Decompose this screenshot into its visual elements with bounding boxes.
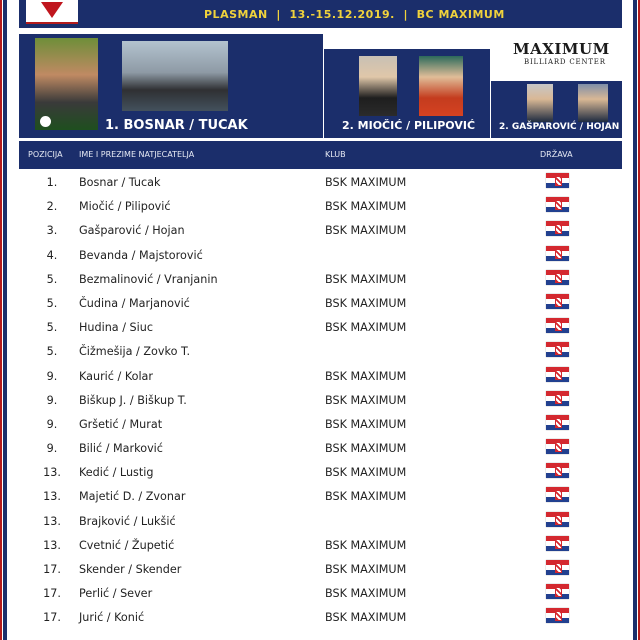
row-position: 5. [46,296,58,310]
row-competitors: Kedić / Lustig [79,466,154,480]
table-row [19,557,622,581]
podium-first-panel [19,34,323,138]
page-title: PLASMAN | 13.-15.12.2019. | BC MAXIMUM [204,8,505,21]
row-position: 9. [46,369,58,383]
row-position: 13. [43,490,61,504]
third-place-photo-1 [527,84,553,122]
left-border [0,0,7,640]
row-club: BSK MAXIMUM [325,442,407,456]
row-position: 17. [43,611,61,625]
column-header-position: POZICIJA [28,150,63,159]
croatia-flag-icon [546,608,569,623]
croatia-flag-icon [546,173,569,188]
table-row [19,388,622,412]
row-club: BSK MAXIMUM [325,466,407,480]
croatia-flag-icon [546,197,569,212]
row-position: 1. [46,176,58,189]
table-header [19,141,622,169]
croatia-flag-icon [546,439,569,454]
coat-of-arms-icon [555,200,562,210]
croatia-flag-icon [546,391,569,406]
coat-of-arms-icon [555,611,562,621]
second-place-photo-2 [419,56,463,116]
row-competitors: Miočić / Pilipović [79,200,171,214]
row-position: 17. [43,563,61,576]
row-competitors: Gašparović / Hojan [79,224,185,238]
second-place-photo-1 [359,56,397,116]
row-club: BSK MAXIMUM [325,538,407,552]
croatia-flag-icon [546,487,569,502]
coat-of-arms-icon [555,345,562,355]
croatia-flag-icon [546,512,569,527]
croatia-flag-icon [546,367,569,382]
row-position: 2. [46,200,58,214]
coat-of-arms-icon [555,394,562,404]
coat-of-arms-icon [555,224,562,234]
row-competitors: Bilić / Marković [79,442,163,456]
coat-of-arms-icon [555,490,562,500]
first-place-label: 1. BOSNAR / TUCAK [105,118,248,133]
row-club: BSK MAXIMUM [325,611,407,625]
row-position: 9. [46,417,58,431]
row-club: BSK MAXIMUM [325,587,407,601]
coat-of-arms-icon [555,539,562,549]
row-position: 5. [46,321,58,335]
coat-of-arms-icon [555,418,562,428]
third-place-label: 2. GAŠPAROVIĆ / HOJAN [499,122,620,132]
row-competitors: Biškup J. / Biškup T. [79,393,187,407]
column-header-name: IME I PREZIME NATJECATELJA [79,150,195,159]
row-position: 9. [46,442,58,456]
row-club: BSK MAXIMUM [325,393,407,407]
table-row [19,218,622,242]
row-competitors: Hudina / Siuc [79,321,153,335]
third-place-photo-2 [578,84,608,122]
row-competitors: Bevanda / Majstorović [79,248,203,262]
row-position: 9. [46,393,58,407]
croatia-flag-icon [546,560,569,575]
club-logo [26,0,78,24]
row-competitors: Majetić D. / Zvonar [79,490,186,504]
row-position: 4. [46,248,58,262]
row-club: BSK MAXIMUM [325,176,407,189]
second-place-label: 2. MIOČIĆ / PILIPOVIĆ [342,119,476,132]
row-club: BSK MAXIMUM [325,490,407,504]
coat-of-arms-icon [555,466,562,476]
row-club: BSK MAXIMUM [325,296,407,310]
croatia-flag-icon [546,463,569,478]
row-position: 13. [43,538,61,552]
coat-of-arms-icon [555,321,562,331]
row-position: 17. [43,587,61,601]
croatia-flag-icon [546,584,569,599]
table-row [19,194,622,218]
table-row [19,267,622,291]
table-row [19,581,622,605]
row-competitors: Kaurić / Kolar [79,369,154,383]
coat-of-arms-icon [555,563,562,573]
row-club: BSK MAXIMUM [325,200,407,214]
croatia-flag-icon [546,536,569,551]
row-position: 13. [43,466,61,480]
croatia-flag-icon [546,294,569,309]
brand-name: MAXIMUM [513,40,610,58]
coat-of-arms-icon [555,297,562,307]
row-position: 5. [46,272,58,286]
croatia-flag-icon [546,221,569,236]
coat-of-arms-icon [555,370,562,380]
table-row [19,339,622,363]
cue-ball-icon [40,116,51,127]
row-position: 13. [43,514,61,528]
first-place-photo-2 [122,41,228,111]
logo-triangle-icon [41,2,63,18]
coat-of-arms-icon [555,515,562,525]
row-club: BSK MAXIMUM [325,417,407,431]
row-competitors: Čudina / Marjanović [79,296,190,310]
table-row [19,605,622,629]
table-row [19,243,622,267]
table-row [19,436,622,460]
croatia-flag-icon [546,270,569,285]
brand-subtitle: BILLIARD CENTER [524,58,606,66]
croatia-flag-icon [546,318,569,333]
row-competitors: Cvetnić / Župetić [79,538,175,552]
row-club: BSK MAXIMUM [325,321,407,335]
right-border [633,0,640,640]
table-row [19,315,622,339]
croatia-flag-icon [546,415,569,430]
coat-of-arms-icon [555,176,562,186]
header-bar [19,0,622,28]
table-row [19,170,622,194]
podium-banner [19,34,622,138]
table-row [19,484,622,508]
row-competitors: Brajković / Lukšić [79,514,176,528]
row-competitors: Jurić / Konić [79,611,145,625]
table-row [19,291,622,315]
row-competitors: Čižmešija / Zovko T. [79,345,191,359]
row-competitors: Perlić / Sever [79,587,153,601]
row-club: BSK MAXIMUM [325,272,407,286]
brand-logo [491,34,622,80]
croatia-flag-icon [546,342,569,357]
row-competitors: Bezmalinović / Vranjanin [79,272,218,286]
row-club: BSK MAXIMUM [325,563,407,576]
table-row [19,364,622,388]
row-competitors: Gršetić / Murat [79,417,163,431]
row-competitors: Bosnar / Tucak [79,176,161,189]
results-table [19,170,622,630]
table-row [19,509,622,533]
column-header-country: DRŽAVA [540,150,573,159]
table-row [19,460,622,484]
coat-of-arms-icon [555,587,562,597]
coat-of-arms-icon [555,442,562,452]
table-row [19,533,622,557]
croatia-flag-icon [546,246,569,261]
column-header-club: KLUB [325,150,346,159]
coat-of-arms-icon [555,249,562,259]
row-competitors: Skender / Skender [79,563,182,576]
coat-of-arms-icon [555,273,562,283]
table-row [19,412,622,436]
row-club: BSK MAXIMUM [325,224,407,238]
row-position: 3. [46,224,58,238]
row-club: BSK MAXIMUM [325,369,407,383]
row-position: 5. [46,345,58,359]
